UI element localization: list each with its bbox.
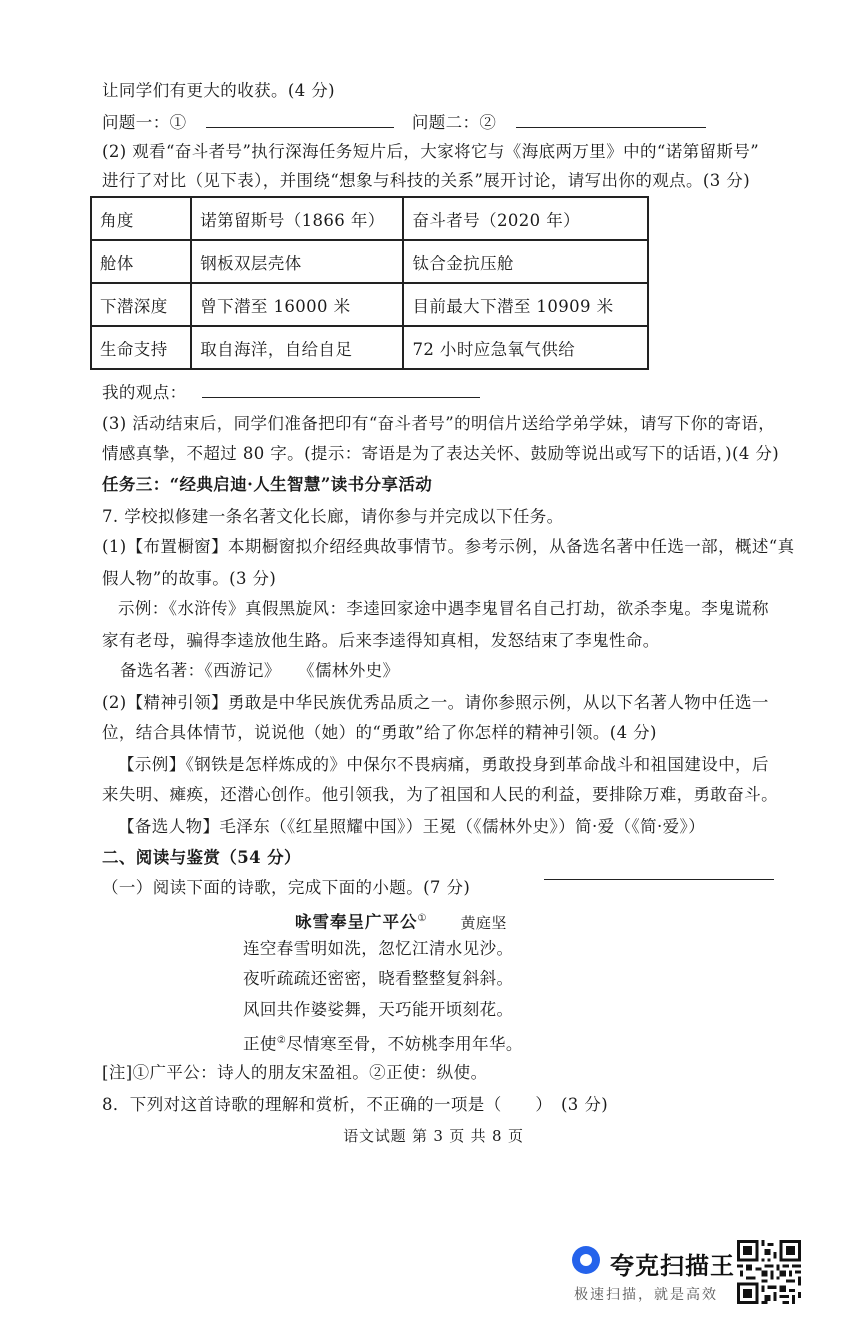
- table-row: [91, 326, 648, 369]
- table-cell: 曾下潜至 16000 米: [191, 283, 403, 326]
- table-cell: 奋斗者号（2020 年）: [403, 197, 648, 240]
- table-row: [91, 283, 648, 326]
- text-line: （一）阅读下面的诗歌，完成下面的小题。(7 分): [102, 878, 471, 897]
- poem-line-part: 正使: [243, 1034, 277, 1054]
- scanner-watermark: [572, 1240, 737, 1310]
- poem-line-part: 尽情寒至骨，不妨桃李用年华。: [286, 1034, 523, 1054]
- text-line: 让同学们有更大的收获。(4 分): [102, 81, 336, 100]
- quark-logo-icon: [572, 1246, 600, 1274]
- table-cell: 钢板双层壳体: [191, 240, 403, 283]
- text-line: 假人物”的故事。(3 分): [102, 569, 277, 588]
- table-cell: 取自海洋，自给自足: [191, 326, 403, 369]
- text-line: (1)【布置橱窗】本期橱窗拟介绍经典故事情节。参考示例，从备选名著中任选一部，概述“真: [102, 537, 795, 556]
- page-footer: 语文试题 第 3 页 共 8 页: [343, 1127, 524, 1145]
- table-row: [91, 240, 648, 283]
- text-line: (3) 活动结束后，同学们准备把印有“奋斗者号”的明信片送给学弟学妹，请写下你的寄语，: [102, 414, 776, 433]
- task-heading: 任务三：“经典启迪·人生智慧”读书分享活动: [102, 475, 433, 494]
- question-8: 8．下列对这首诗歌的理解和赏析，不正确的一项是（ ） (3 分): [102, 1095, 609, 1114]
- text-line: 【备选人物】毛泽东（《红星照耀中国》）王冕（《儒林外史》）简·爱（《简·爱》）: [118, 817, 706, 836]
- poem-title: 咏雪奉呈广平公: [295, 912, 418, 932]
- poem-note: [注]①广平公：诗人的朋友宋盈祖。②正使：纵使。: [102, 1063, 488, 1082]
- table-cell: 舱体: [91, 240, 191, 283]
- my-view-label: 我的观点：: [102, 383, 187, 402]
- text-line: 家有老母，骗得李逵放他生路。后来李逵得知真相，发怒结束了李鬼性命。: [102, 631, 660, 650]
- poem-author: 黄庭坚: [460, 913, 507, 932]
- poem-note-mark: ①: [417, 913, 427, 924]
- poem-line: 连空春雪明如洗，忽忆江清水见沙。: [243, 939, 514, 958]
- table-cell: 下潜深度: [91, 283, 191, 326]
- table-cell: 目前最大下潜至 10909 米: [403, 283, 648, 326]
- section-heading: 二、阅读与鉴赏（54 分）: [102, 848, 301, 867]
- answer-rule: [544, 879, 774, 880]
- text-line: (2) 观看“奋斗者号”执行深海任务短片后，大家将它与《海底两万里》中的“诺第留斯号”: [102, 142, 760, 161]
- text-line: 情感真挚，不超过 80 字。(提示：寄语是为了表达关怀、鼓励等说出或写下的话语，)(4 分): [102, 444, 780, 463]
- question-one-label: 问题一：①: [102, 113, 187, 132]
- text-line: 7. 学校拟修建一条名著文化长廊，请你参与并完成以下任务。: [102, 507, 564, 526]
- text-line: 位，结合具体情节，说说他（她）的“勇敢”给了你怎样的精神引领。(4 分): [102, 723, 657, 742]
- text-line: 进行了对比（见下表），并围绕“想象与科技的关系”展开讨论，请写出你的观点。(3 分): [102, 171, 751, 190]
- question-blanks-row: [102, 110, 706, 134]
- poem-line: 夜听疏疏还密密，晓看整整复斜斜。: [243, 969, 514, 988]
- table-header-row: [91, 197, 648, 240]
- table-cell: 诺第留斯号（1866 年）: [191, 197, 403, 240]
- poem-title-row: [295, 908, 507, 934]
- text-line: 备选名著：《西游记》 《儒林外史》: [120, 661, 400, 680]
- poem-line: [243, 1030, 523, 1056]
- text-line: 示例：《水浒传》真假黑旋风：李逵回家途中遇李鬼冒名自己打劫，欲杀李鬼。李鬼谎称: [118, 599, 769, 618]
- brand-name: 夸克扫描王: [610, 1252, 735, 1280]
- poem-line: 风回共作婆娑舞，天巧能开顷刻花。: [243, 1000, 514, 1019]
- text-line: (2)【精神引领】勇敢是中华民族优秀品质之一。请你参照示例，从以下名著人物中任选一: [102, 693, 769, 712]
- answer-blank-1[interactable]: [206, 110, 394, 128]
- question-two-label: 问题二：②: [411, 113, 497, 132]
- table-cell: 角度: [91, 197, 191, 240]
- my-view-row: [102, 380, 480, 404]
- comparison-table: [90, 196, 649, 370]
- brand-tagline: 极速扫描，就是高效: [574, 1287, 718, 1303]
- table-cell: 72 小时应急氧气供给: [403, 326, 648, 369]
- poem-note-mark: ②: [276, 1035, 287, 1046]
- my-view-blank[interactable]: [202, 380, 480, 398]
- answer-blank-2[interactable]: [516, 110, 706, 128]
- qr-code-icon: [737, 1240, 801, 1304]
- table-cell: 钛合金抗压舱: [403, 240, 648, 283]
- text-line: 来失明、瘫痪，还潜心创作。他引领我，为了祖国和人民的利益，要排除万难，勇敢奋斗。: [102, 785, 778, 804]
- text-line: 【示例】《钢铁是怎样炼成的》中保尔不畏病痛，勇敢投身到革命战斗和祖国建设中，后: [118, 755, 769, 774]
- table-cell: 生命支持: [91, 326, 191, 369]
